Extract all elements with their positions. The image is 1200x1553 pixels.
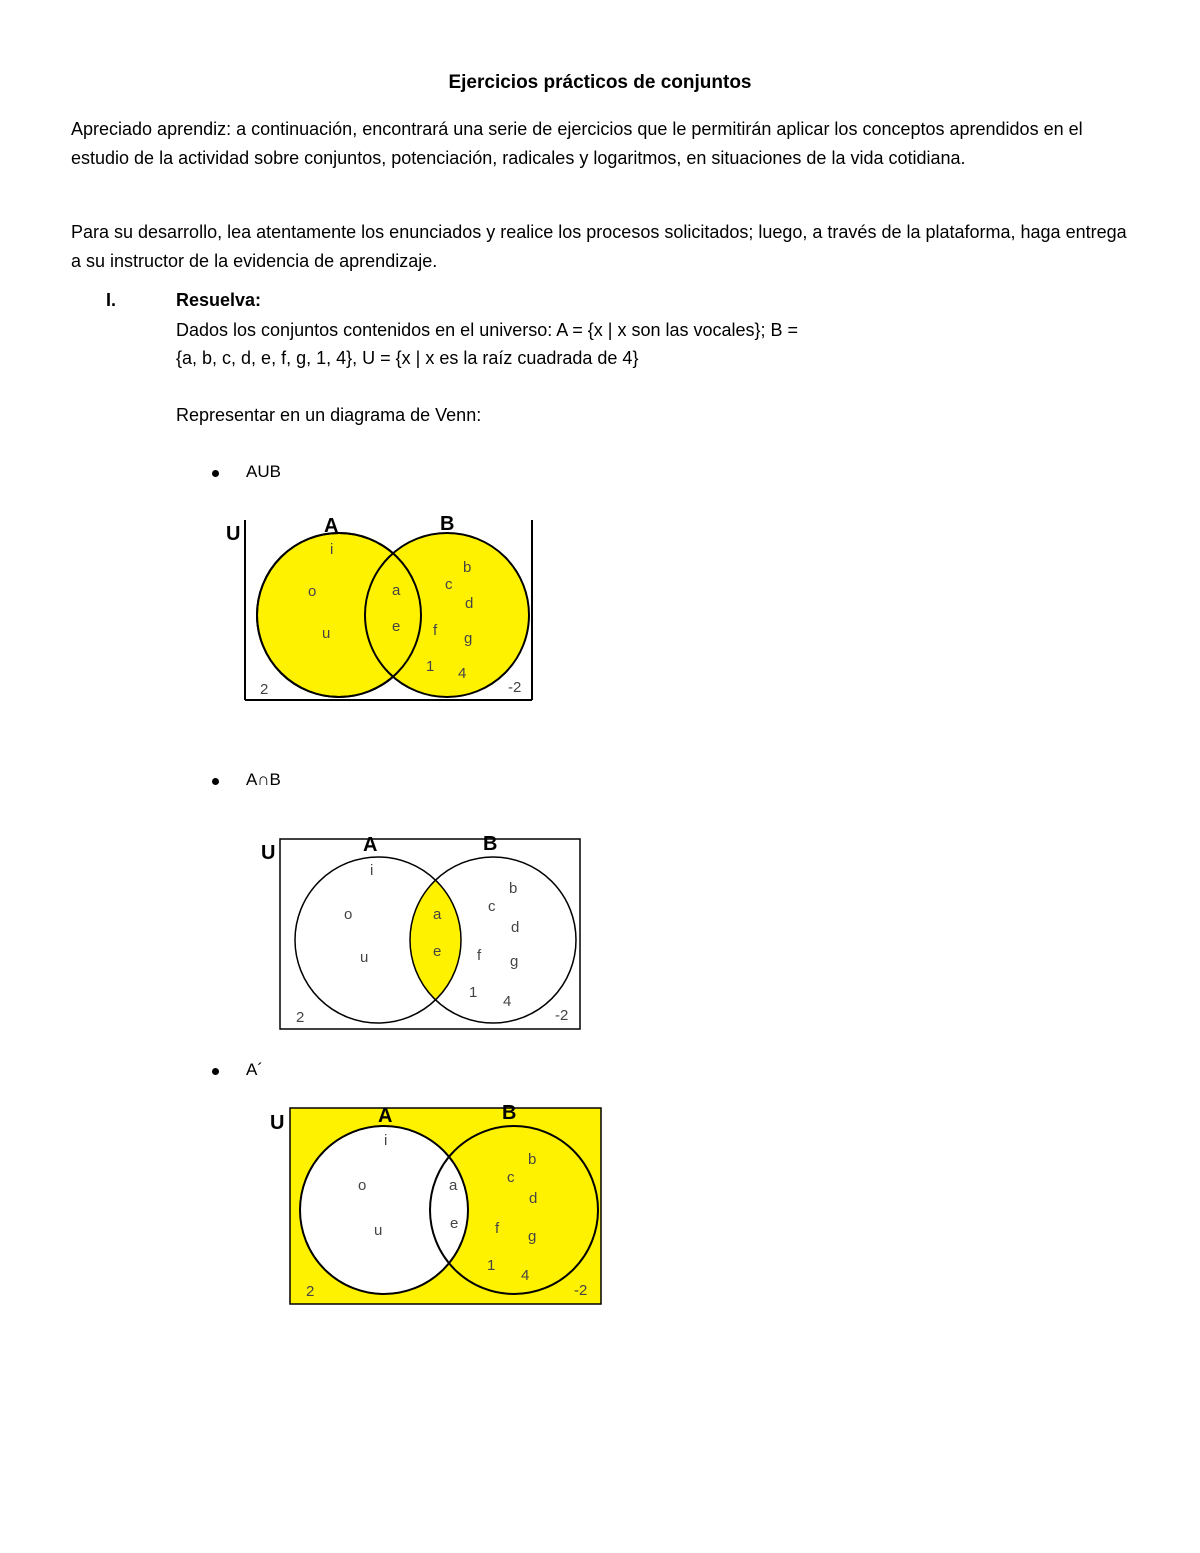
element-o: o <box>308 583 317 600</box>
element-g: g <box>510 953 519 970</box>
element-f: f <box>477 947 482 964</box>
statement-line-1: Dados los conjuntos contenidos en el universo: A = {x | x son las vocales}; B = <box>176 320 799 340</box>
element-2: 2 <box>306 1283 315 1300</box>
element-e: e <box>450 1215 459 1232</box>
element-i: i <box>370 862 374 879</box>
element-d: d <box>465 595 474 612</box>
element-d: d <box>529 1190 538 1207</box>
set-a-circle <box>300 1126 468 1294</box>
element-2: 2 <box>260 681 269 698</box>
element-a: a <box>449 1177 458 1194</box>
element-4: 4 <box>503 993 512 1010</box>
element-1: 1 <box>426 658 435 675</box>
element-2: 2 <box>296 1009 305 1026</box>
element-i: i <box>330 541 334 558</box>
element-i: i <box>384 1132 388 1149</box>
element-u: u <box>360 949 369 966</box>
set-b-label: B <box>483 833 498 855</box>
set-a-label: A <box>378 1105 393 1127</box>
element-f: f <box>433 622 438 639</box>
element-1: 1 <box>487 1257 496 1274</box>
venn-diagram-complement <box>266 1098 611 1313</box>
element-a: a <box>392 582 401 599</box>
bullet-dot <box>212 778 219 785</box>
statement-line-2: {a, b, c, d, e, f, g, 1, 4}, U = {x | x es la raíz cuadrada de 4} <box>176 348 639 368</box>
venn-diagram-intersection <box>255 830 595 1040</box>
element-f: f <box>495 1220 500 1237</box>
bullet-dot <box>212 1068 219 1075</box>
set-b-label: B <box>440 513 455 535</box>
element-b: b <box>463 559 472 576</box>
instructions-paragraph: Para su desarrollo, lea atentamente los enunciados y realice los procesos solicitados; luego, a través de la plataforma, haga entrega a su instructor de la evidencia de aprendizaje. <box>71 222 1127 271</box>
element-e: e <box>392 618 401 635</box>
diagram-1-label: AUB <box>246 462 281 481</box>
element-b: b <box>509 880 518 897</box>
set-b-circle <box>365 533 529 697</box>
set-b-label: B <box>502 1102 517 1124</box>
element-c: c <box>488 898 496 915</box>
element-a: a <box>433 906 442 923</box>
element-g: g <box>528 1228 537 1245</box>
universe-label: U <box>226 523 241 545</box>
bullet-dot <box>212 470 219 477</box>
document-title: Ejercicios prácticos de conjuntos <box>448 72 752 93</box>
element-o: o <box>344 906 353 923</box>
element-b: b <box>528 1151 537 1168</box>
intro-paragraph: Apreciado aprendiz: a continuación, encontrará una serie de ejercicios que le permitirán aplicar los conceptos aprendidos en el estudio de la actividad sobre conjuntos, potenciación, radicales y logaritmos, en situaciones de la vida cotidiana. <box>71 119 1083 168</box>
element-minus-2: -2 <box>508 679 522 696</box>
element-4: 4 <box>521 1267 530 1284</box>
universe-label: U <box>270 1112 285 1134</box>
diagram-3-label: A´ <box>246 1060 263 1079</box>
element-c: c <box>445 576 453 593</box>
element-d: d <box>511 919 520 936</box>
set-a-label: A <box>324 515 339 537</box>
element-u: u <box>374 1222 383 1239</box>
venn-instruction: Representar en un diagrama de Venn: <box>176 405 482 425</box>
element-1: 1 <box>469 984 478 1001</box>
diagram-2-label: A∩B <box>246 770 281 789</box>
section-heading: Resuelva: <box>176 290 262 310</box>
element-4: 4 <box>458 665 467 682</box>
venn-diagram-union <box>220 508 550 708</box>
set-a-label: A <box>363 834 378 856</box>
element-g: g <box>464 630 473 647</box>
element-u: u <box>322 625 331 642</box>
element-minus-2: -2 <box>574 1282 588 1299</box>
section-number: I. <box>106 290 117 310</box>
universe-label: U <box>261 842 276 864</box>
element-minus-2: -2 <box>555 1007 569 1024</box>
element-o: o <box>358 1177 367 1194</box>
element-e: e <box>433 943 442 960</box>
element-c: c <box>507 1169 515 1186</box>
